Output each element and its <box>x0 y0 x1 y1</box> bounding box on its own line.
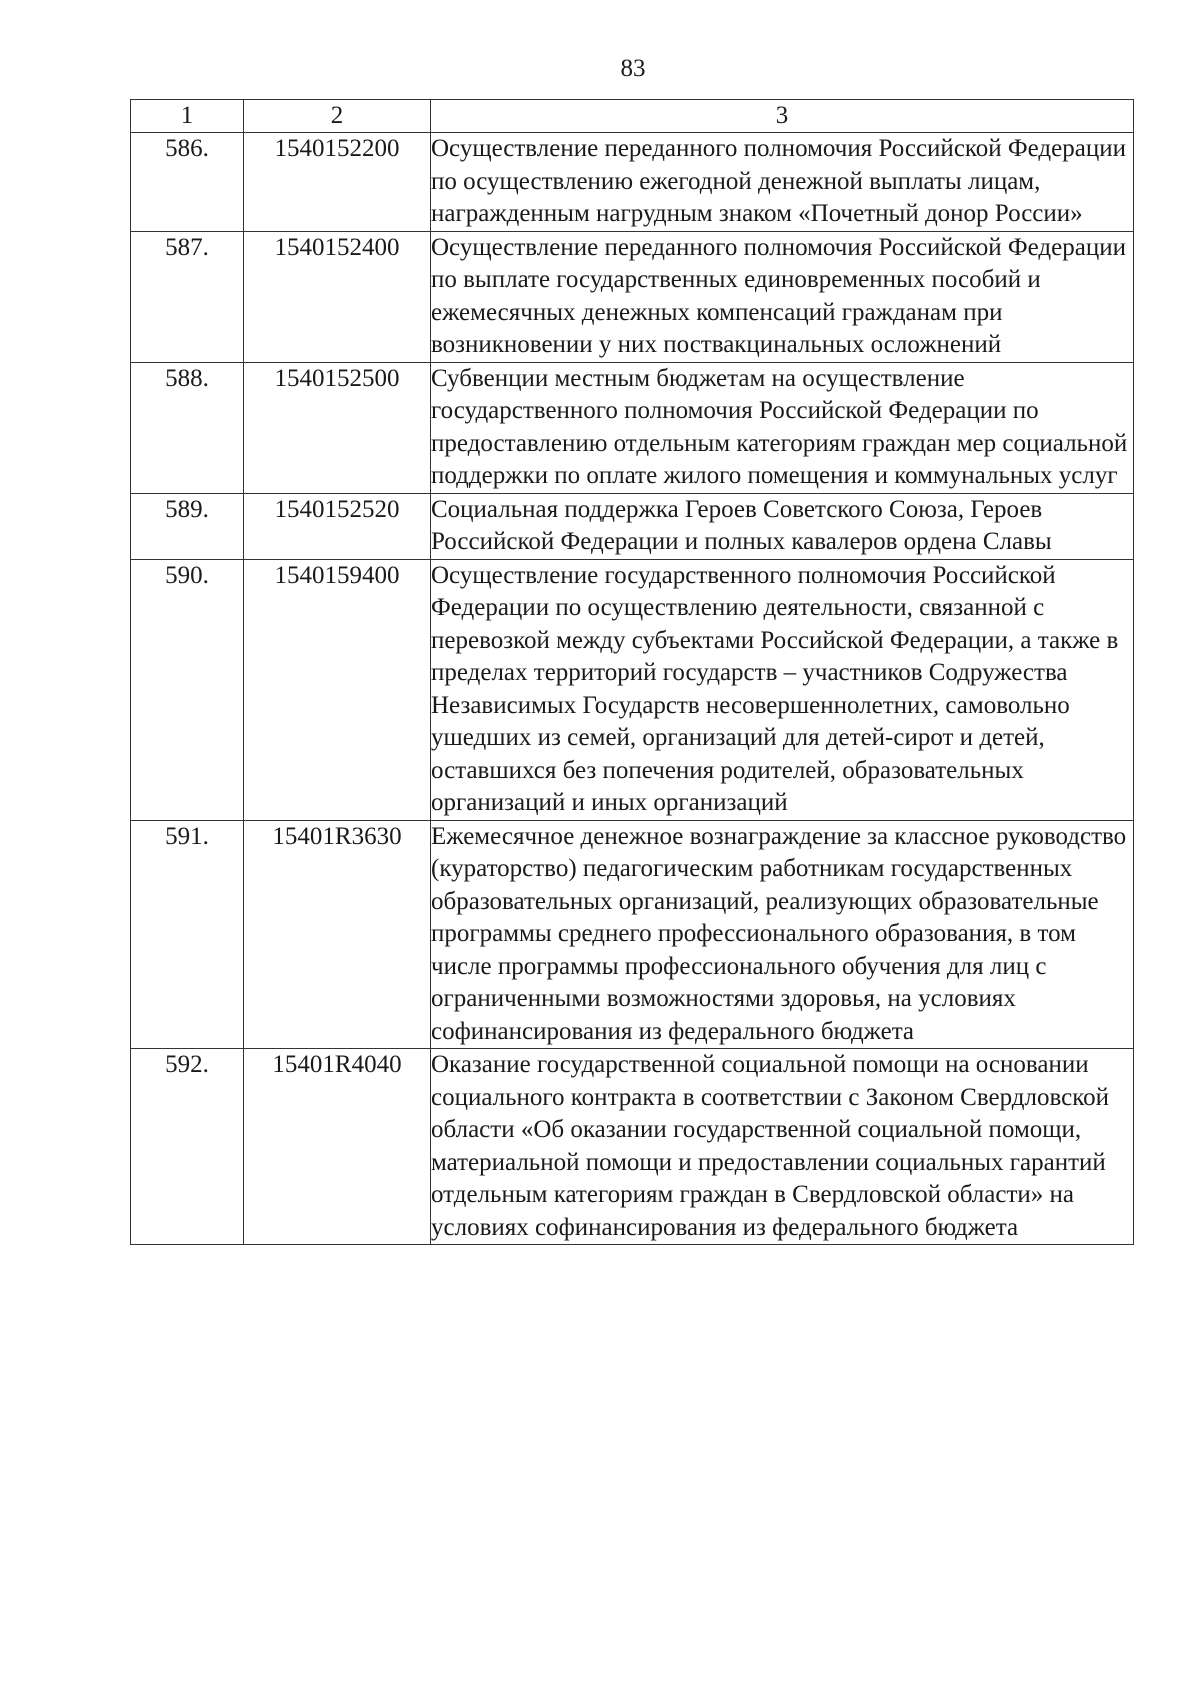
row-description: Субвенции местным бюджетам на осуществление государственного полномочия Российской Федерации по предоставлению отдельным категориям граждан мер социальной поддержки по оплате жилого помещения и коммунальных услуг <box>431 362 1134 493</box>
row-code: 15401R3630 <box>244 820 431 1049</box>
table-row <box>131 231 1134 362</box>
row-description: Осуществление переданного полномочия Российской Федерации по осуществлению ежегодной денежной выплаты лицам, награжденным нагрудным знаком «Почетный донор России» <box>431 133 1134 232</box>
row-code: 1540159400 <box>244 559 431 820</box>
row-description: Социальная поддержка Героев Советского Союза, Героев Российской Федерации и полных кавалеров ордена Славы <box>431 493 1134 559</box>
table-row <box>131 133 1134 232</box>
column-header-2: 2 <box>244 100 431 133</box>
table-header-row <box>131 100 1134 133</box>
table-row <box>131 820 1134 1049</box>
row-number: 589. <box>131 493 244 559</box>
page-number: 83 <box>620 55 646 82</box>
row-code: 1540152200 <box>244 133 431 232</box>
table-row <box>131 559 1134 820</box>
row-description: Оказание государственной социальной помощи на основании социального контракта в соответствии с Законом Свердловской области «Об оказании государственной социальной помощи, материальной помощи и предоставлении социальных гарантий отдельным категориям граждан в Свердловской области» на условиях софинансирования из федерального бюджета <box>431 1049 1134 1245</box>
row-number: 592. <box>131 1049 244 1245</box>
row-number: 587. <box>131 231 244 362</box>
row-description: Осуществление переданного полномочия Российской Федерации по выплате государственных единовременных пособий и ежемесячных денежных компенсаций гражданам при возникновении у них поствакцинальных осложнений <box>431 231 1134 362</box>
row-number: 590. <box>131 559 244 820</box>
row-code: 1540152400 <box>244 231 431 362</box>
row-description: Ежемесячное денежное вознаграждение за классное руководство (кураторство) педагогическим работникам государственных образовательных организаций, реализующих образовательные программы среднего профессионального образования, в том числе программы профессионального обучения для лиц с ограниченными возможностями здоровья, на условиях софинансирования из федерального бюджета <box>431 820 1134 1049</box>
budget-classification-table <box>130 99 1134 1245</box>
column-header-1: 1 <box>131 100 244 133</box>
row-code: 1540152500 <box>244 362 431 493</box>
column-header-3: 3 <box>431 100 1134 133</box>
row-number: 591. <box>131 820 244 1049</box>
row-description: Осуществление государственного полномочия Российской Федерации по осуществлению деятельности, связанной с перевозкой между субъектами Российской Федерации, а также в пределах территорий государств – участников Содружества Независимых Государств несовершеннолетних, самовольно ушедших из семей, организаций для детей-сирот и детей, оставшихся без попечения родителей, образовательных организаций и иных организаций <box>431 559 1134 820</box>
row-code: 1540152520 <box>244 493 431 559</box>
table-row <box>131 493 1134 559</box>
table-row <box>131 362 1134 493</box>
row-code: 15401R4040 <box>244 1049 431 1245</box>
table-row <box>131 1049 1134 1245</box>
row-number: 586. <box>131 133 244 232</box>
row-number: 588. <box>131 362 244 493</box>
